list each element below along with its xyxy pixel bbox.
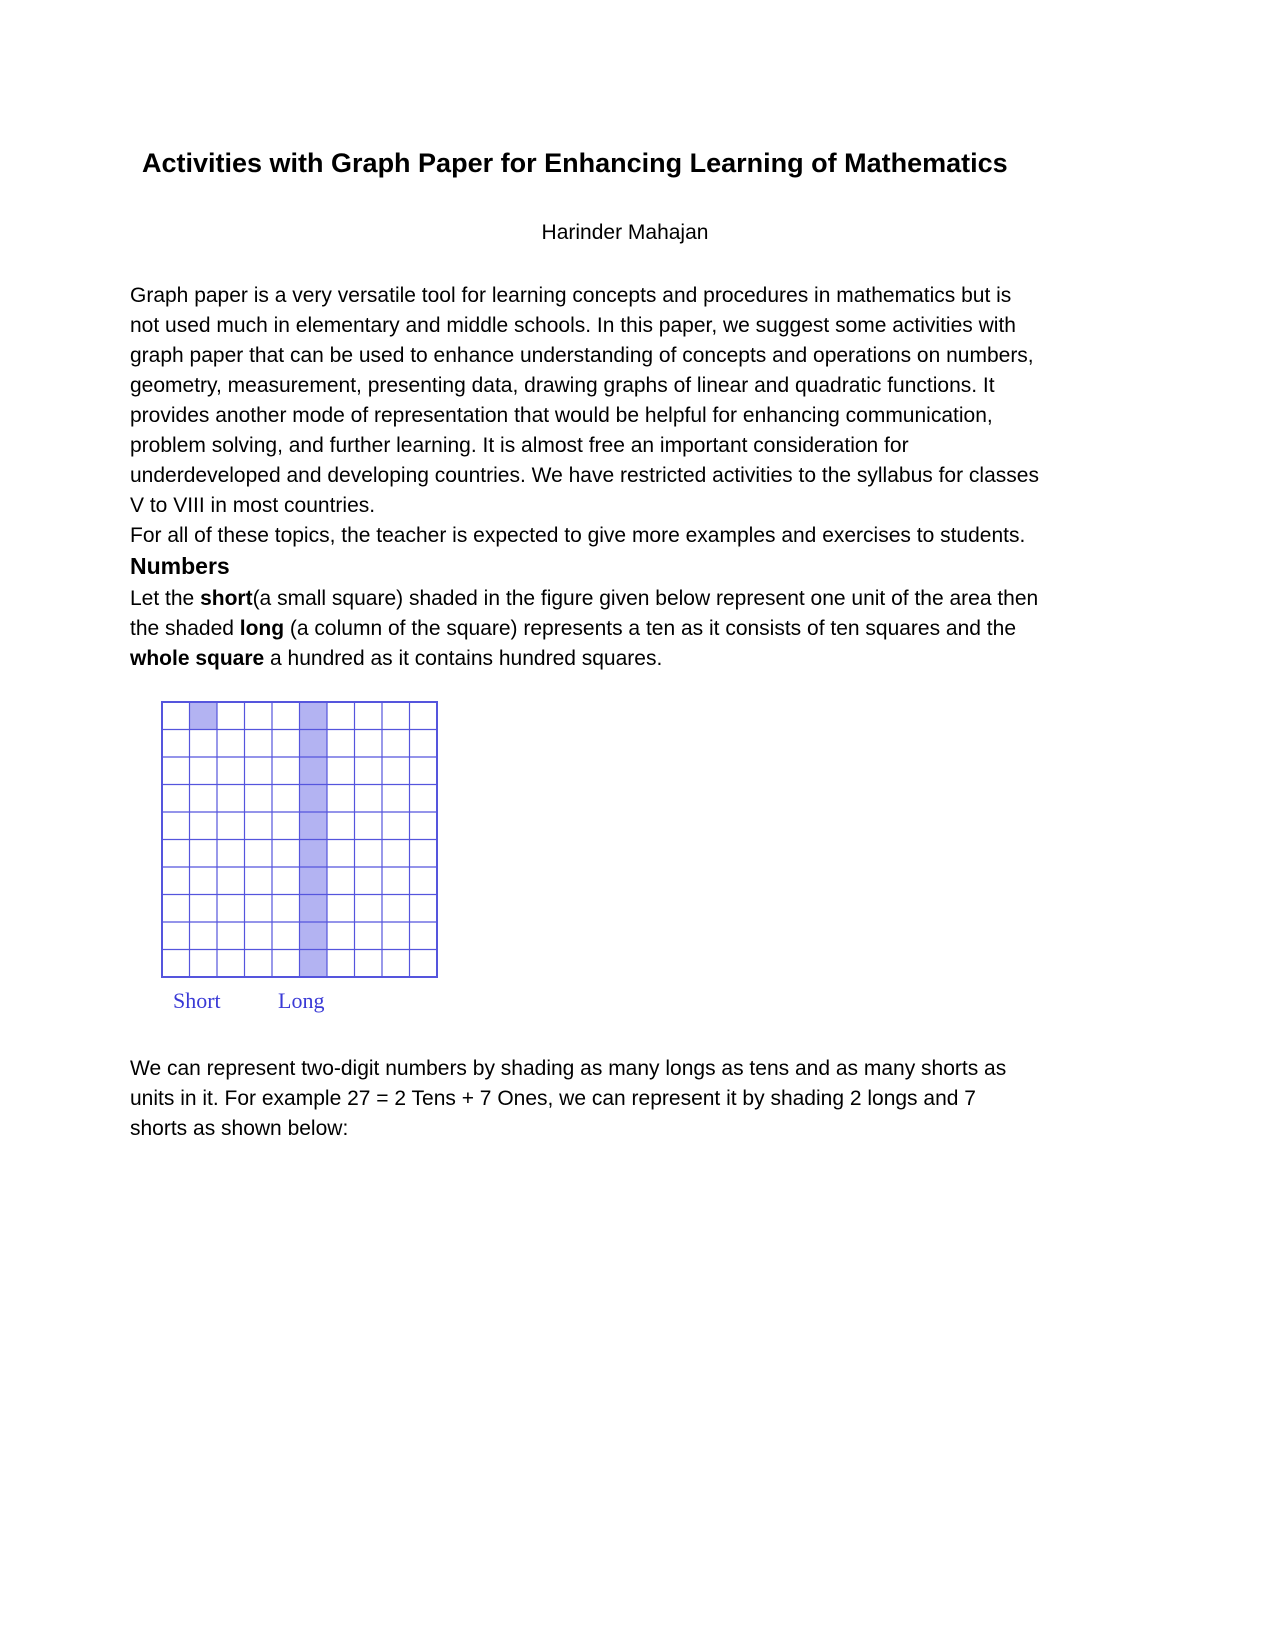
intro-text: (a column of the square) represents a ten as it consists of ten squares and the xyxy=(284,617,1016,640)
numbers-intro-paragraph xyxy=(130,584,1130,674)
long-label: Long xyxy=(278,988,325,1013)
abstract-line: graph paper that can be used to enhance understanding of concepts and operations on numbers, xyxy=(130,344,1034,367)
intro-text: a hundred as it contains hundred squares. xyxy=(264,647,663,670)
intro-line xyxy=(130,644,1130,674)
intro-text: the shaded xyxy=(130,617,240,640)
intro-text: Let the xyxy=(130,587,201,610)
intro-line xyxy=(130,614,1130,644)
teacher-note-line: For all of these topics, the teacher is expected to give more examples and exercises to students. xyxy=(130,524,1026,547)
hundred-grid xyxy=(150,690,450,990)
abstract-line: V to VIII in most countries. xyxy=(130,494,376,517)
abstract-paragraph xyxy=(130,281,1130,551)
abstract-line: underdeveloped and developing countries. We have restricted activities to the syllabus for classes xyxy=(130,464,1039,487)
abstract-line: geometry, measurement, presenting data, drawing graphs of linear and quadratic functions. It xyxy=(130,374,995,397)
abstract-line: provides another mode of representation that would be helpful for enhancing communication, xyxy=(130,404,993,427)
document-title: Activities with Graph Paper for Enhancing Learning of Mathematics xyxy=(142,148,1008,178)
abstract-line: Graph paper is a very versatile tool for learning concepts and procedures in mathematics but is xyxy=(130,284,1012,307)
term-long: long xyxy=(239,617,285,640)
author-name: Harinder Mahajan xyxy=(541,221,709,244)
term-short: short xyxy=(200,587,253,610)
term-whole-square: whole square xyxy=(130,647,265,670)
abstract-line: not used much in elementary and middle schools. In this paper, we suggest some activities with xyxy=(130,314,1016,337)
example-line: We can represent two-digit numbers by shading as many longs as tens and as many shorts as xyxy=(130,1057,1007,1080)
example-paragraph xyxy=(130,1054,1130,1144)
abstract-line: problem solving, and further learning. It is almost free an important consideration for xyxy=(130,434,909,457)
short-label: Short xyxy=(173,988,221,1013)
example-line: shorts as shown below: xyxy=(130,1117,349,1140)
hundred-grid-figure xyxy=(150,690,450,1030)
example-line: units in it. For example 27 = 2 Tens + 7 Ones, we can represent it by shading 2 longs and 7 xyxy=(130,1087,976,1110)
intro-text: (a small square) shaded in the figure given below represent one unit of the area then xyxy=(252,587,1039,610)
intro-line xyxy=(130,584,1130,614)
section-heading-numbers: Numbers xyxy=(130,553,230,579)
short-shaded-square xyxy=(190,702,218,730)
